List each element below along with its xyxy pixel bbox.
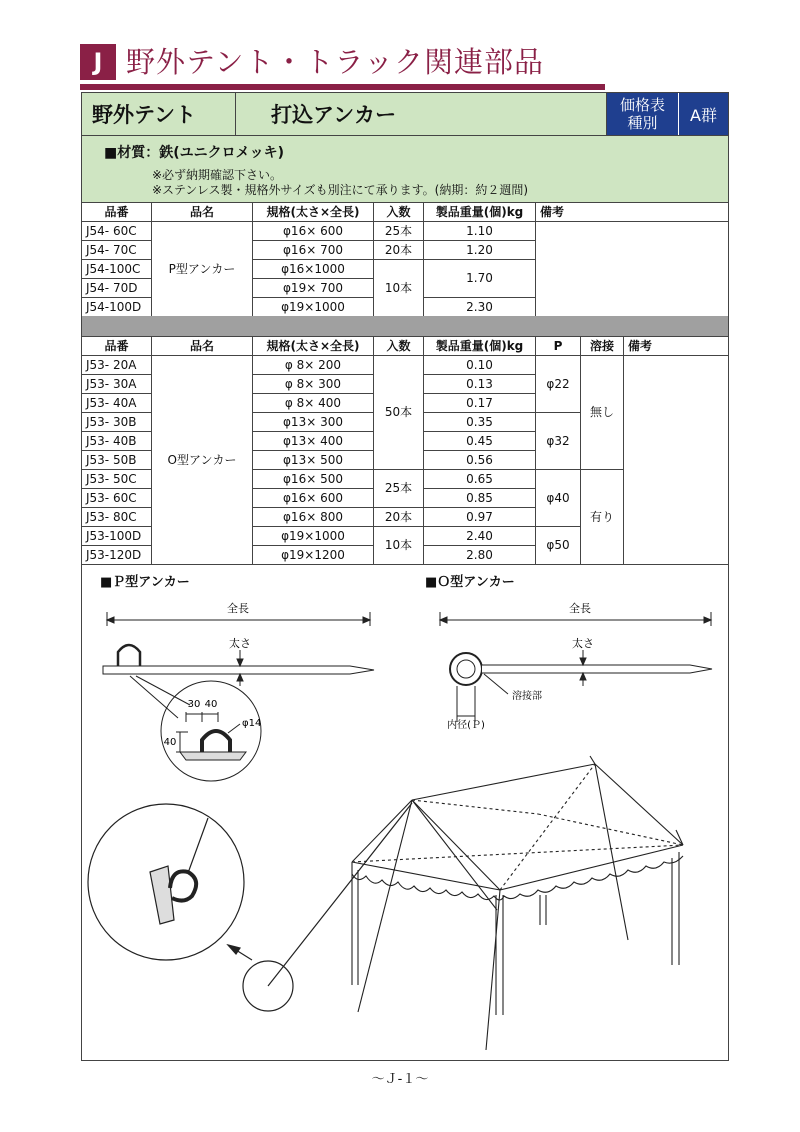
qty-cell: 25本 [374,470,424,508]
product-title: 打込アンカー [236,93,607,135]
material-note: ■材質：鉄(ユニクロメッキ) [104,145,285,161]
price-group-badge: A群 [679,93,728,135]
code-cell: J54-100D [82,298,152,317]
spec-cell: φ16× 800 [253,508,374,527]
weld-cell: 有り [581,470,624,565]
p-cell: φ40 [536,470,581,527]
code-cell: J54- 60C [82,222,152,241]
weight-cell: 0.13 [424,375,536,394]
header-qty: 入数 [374,203,424,222]
p-dim-phi14: φ14 [242,718,262,729]
name-cell: P型アンカー [152,222,253,317]
tent-illustration [352,756,683,1050]
o-weld-label: 溶接部 [512,691,542,702]
code-cell: J53- 50B [82,451,152,470]
qty-cell: 50本 [374,356,424,470]
header-code: 品番 [82,203,152,222]
header-remarks: 備考 [536,203,729,222]
header-spec: 規格(太さ×全長) [253,337,374,356]
p-total-length-label: 全長 [227,602,249,615]
page-number: ～Ｊ-１～ [371,1072,429,1087]
header-name: 品名 [152,337,253,356]
o-inner-diameter-label: 内径(Ｐ) [447,720,485,731]
code-cell: J53- 20A [82,356,152,375]
name-cell: O型アンカー [152,356,253,565]
weight-cell: 0.10 [424,356,536,375]
code-cell: J53- 40B [82,432,152,451]
o-anchor-drawing [440,612,712,722]
spec-cell: φ19×1000 [253,298,374,317]
header-weight: 製品重量(個)kg [424,337,536,356]
p-cell: φ32 [536,413,581,470]
spec-cell: φ 8× 400 [253,394,374,413]
delivery-note: ※必ず納期確認下さい。 [152,168,283,182]
spec-cell: φ16× 600 [253,489,374,508]
spec-cell: φ16× 600 [253,222,374,241]
qty-cell: 10本 [374,260,424,317]
chapter-title: 野外テント・トラック関連部品 [126,45,544,79]
weight-cell: 0.65 [424,470,536,489]
weld-cell: 無し [581,356,624,470]
spec-cell: φ19×1000 [253,527,374,546]
qty-cell: 10本 [374,527,424,565]
code-cell: J53- 50C [82,470,152,489]
p-cell: φ22 [536,356,581,413]
weight-cell: 2.30 [424,298,536,317]
code-cell: J53-100D [82,527,152,546]
spec-cell: φ 8× 300 [253,375,374,394]
weight-cell: 0.97 [424,508,536,527]
anchor-closeup-drawing [88,803,412,1011]
p-dim-30: 30 [187,699,201,710]
qty-cell: 25本 [374,222,424,241]
weight-cell: 0.17 [424,394,536,413]
spec-cell: φ16× 500 [253,470,374,489]
o-anchor-diagram-title: ■Ｏ型アンカー [425,575,515,590]
code-cell: J54- 70C [82,241,152,260]
code-cell: J53- 80C [82,508,152,527]
p-cell: φ50 [536,527,581,565]
qty-cell: 20本 [374,241,424,260]
code-cell: J54- 70D [82,279,152,298]
code-cell: J53- 60C [82,489,152,508]
weight-cell: 0.85 [424,489,536,508]
o-total-length-label: 全長 [569,602,591,615]
header-remarks: 備考 [624,337,729,356]
custom-order-note: ※ステンレス製・規格外サイズも別注にて承ります。(納期：約２週間) [152,183,529,197]
spec-cell: φ 8× 200 [253,356,374,375]
price-label-line2: 種別 [627,114,658,132]
header-p: P [536,337,581,356]
category-title: 野外テント [82,93,236,135]
price-label-line1: 価格表 [619,96,665,114]
header-weight: 製品重量(個)kg [424,203,536,222]
spec-cell: φ13× 400 [253,432,374,451]
spec-cell: φ13× 500 [253,451,374,470]
o-thickness-label: 太さ [572,637,594,650]
weight-cell: 0.56 [424,451,536,470]
p-thickness-label: 太さ [229,637,251,650]
p-dim-40-top: 40 [204,699,218,710]
code-cell: J53- 30B [82,413,152,432]
header-weld: 溶接 [581,337,624,356]
p-dim-40-side: 40 [163,737,177,748]
spec-cell: φ19×1200 [253,546,374,565]
weight-cell: 1.70 [424,260,536,298]
header-code: 品番 [82,337,152,356]
weight-cell: 2.40 [424,527,536,546]
header-name: 品名 [152,203,253,222]
code-cell: J54-100C [82,260,152,279]
spec-cell: φ19× 700 [253,279,374,298]
code-cell: J53- 30A [82,375,152,394]
code-cell: J53- 40A [82,394,152,413]
spec-cell: φ16×1000 [253,260,374,279]
spec-cell: φ13× 300 [253,413,374,432]
header-qty: 入数 [374,337,424,356]
weight-cell: 0.45 [424,432,536,451]
chapter-letter-badge: J [80,44,116,80]
weight-cell: 1.10 [424,222,536,241]
header-spec: 規格(太さ×全長) [253,203,374,222]
code-cell: J53-120D [82,546,152,565]
qty-cell: 20本 [374,508,424,527]
weight-cell: 1.20 [424,241,536,260]
weight-cell: 0.35 [424,413,536,432]
spec-cell: φ16× 700 [253,241,374,260]
weight-cell: 2.80 [424,546,536,565]
p-anchor-diagram-title: ■Ｐ型アンカー [100,575,190,590]
